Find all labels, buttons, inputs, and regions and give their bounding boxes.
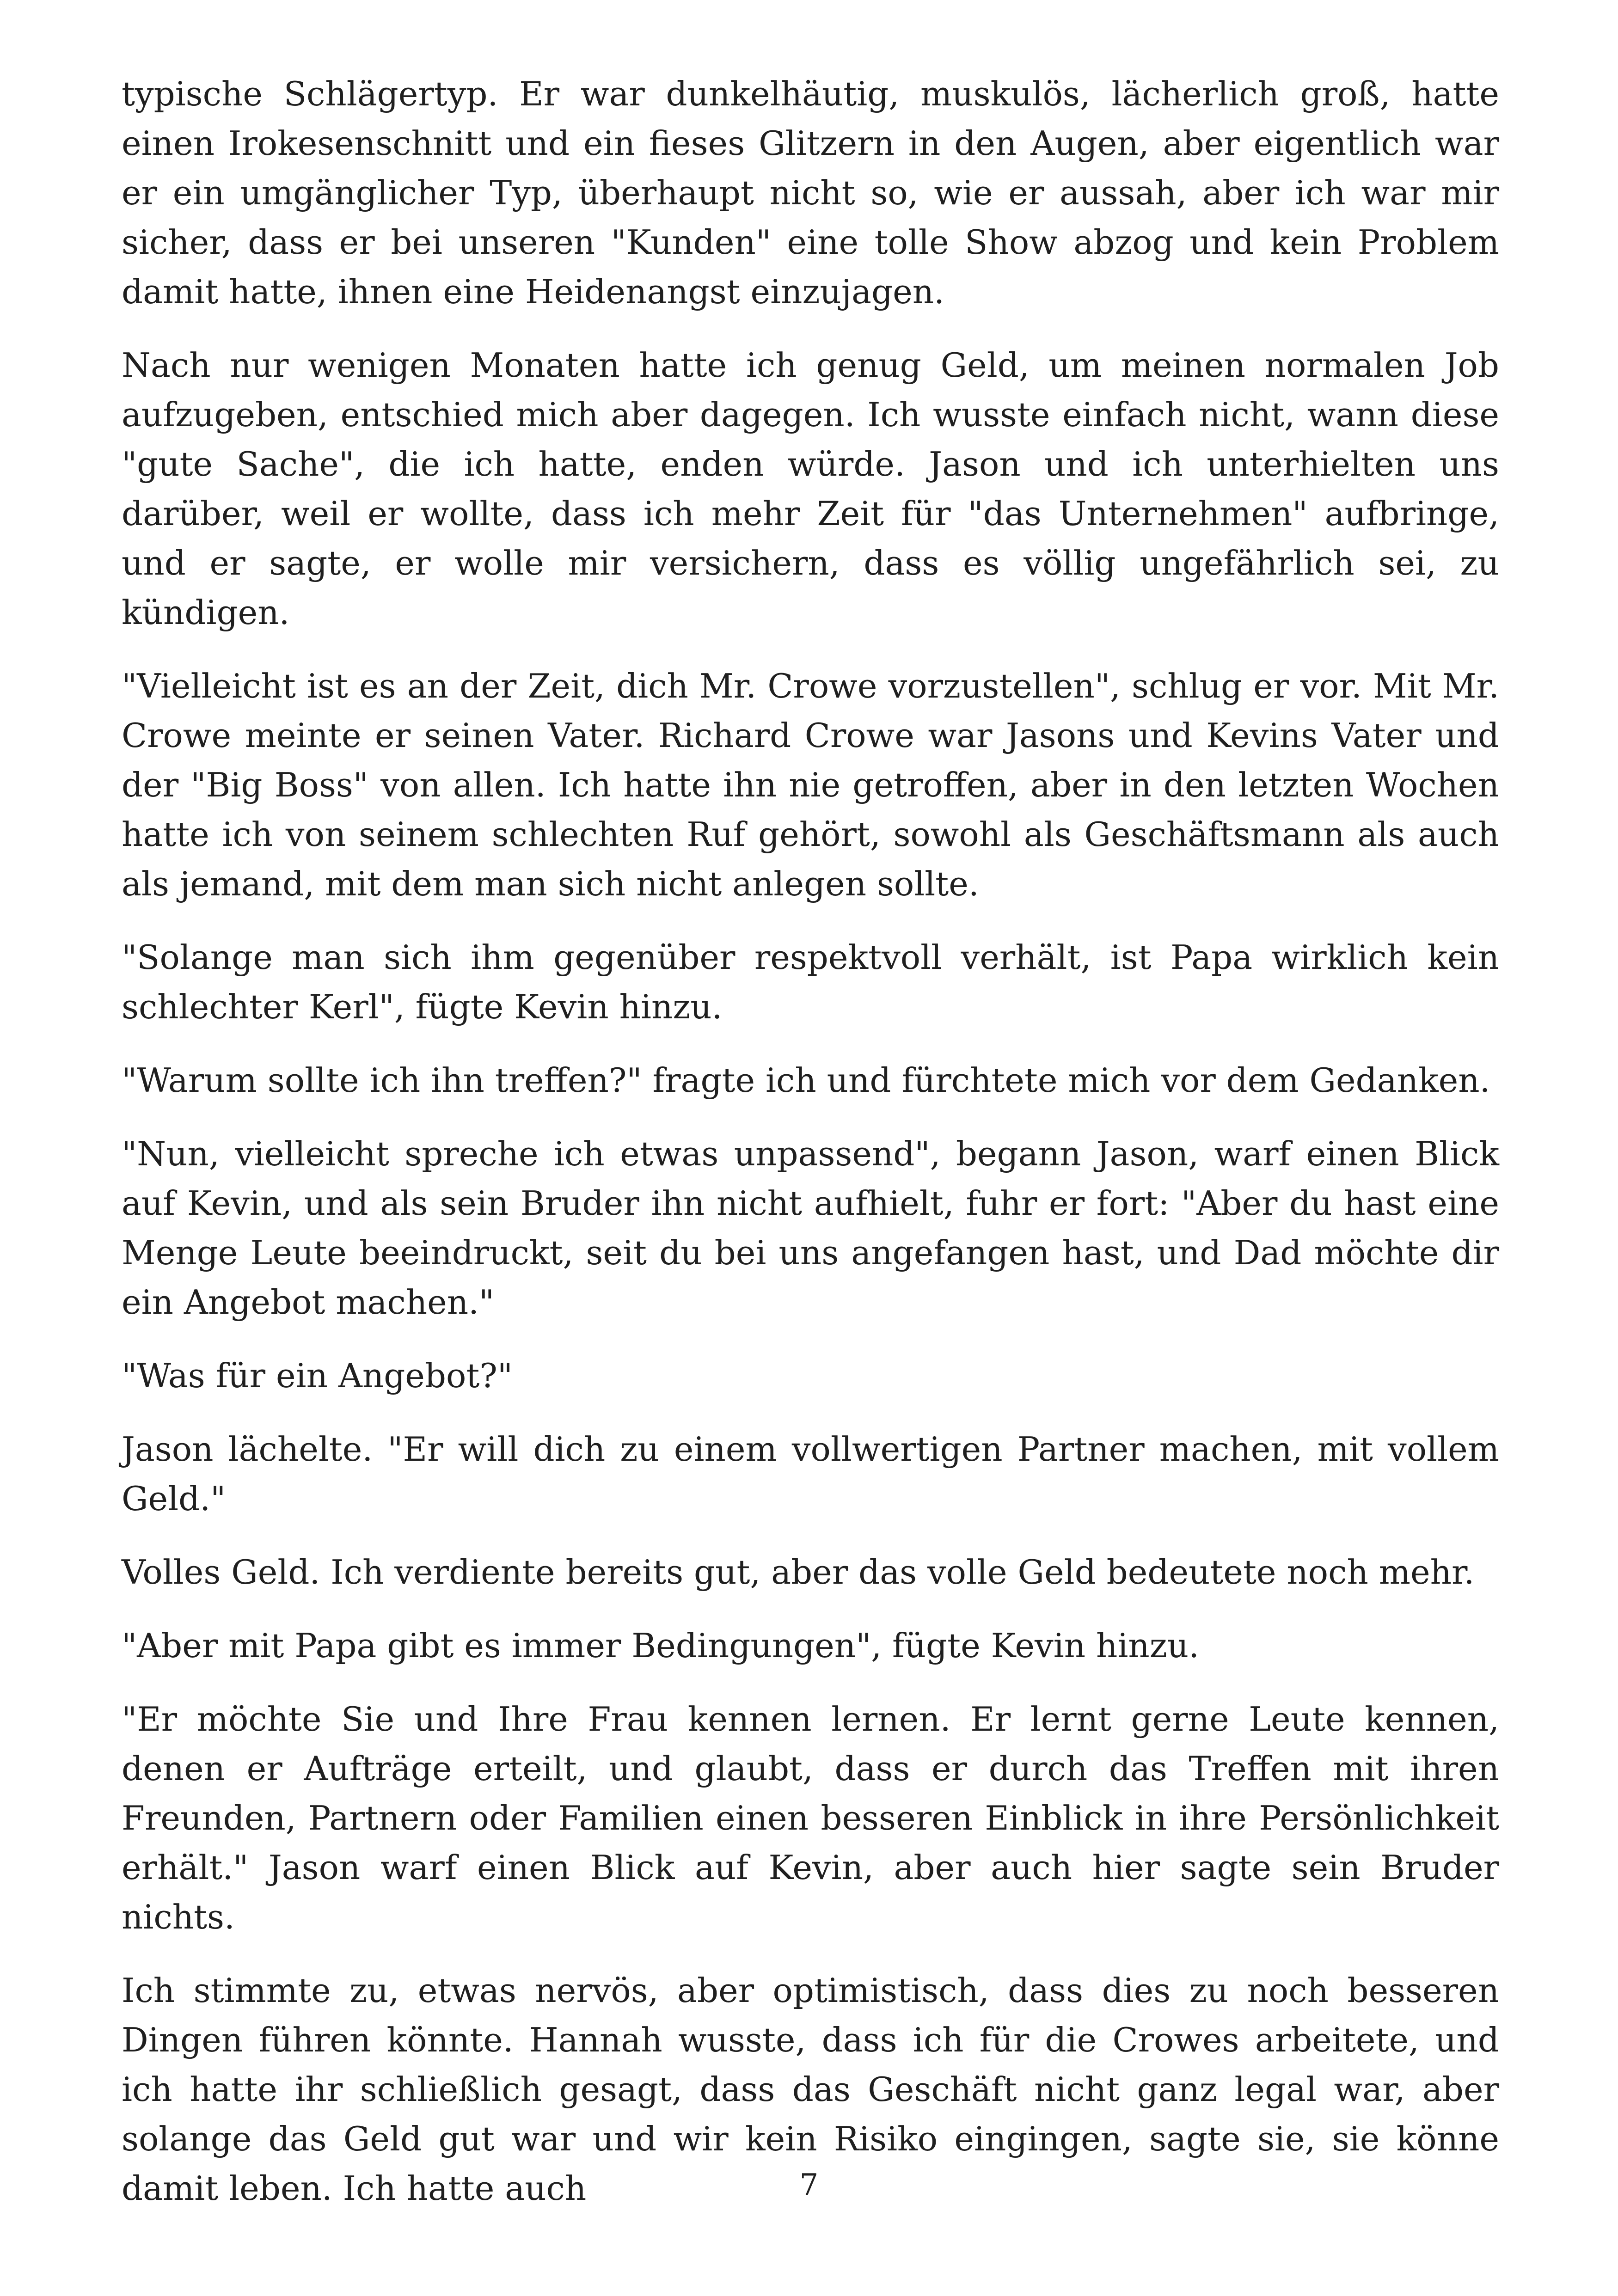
page-number: 7 [799,2168,819,2202]
paragraph: Volles Geld. Ich verdiente bereits gut, aber das volle Geld bedeutete noch mehr. [122,1553,1475,1592]
paragraph: "Warum sollte ich ihn treffen?" fragte ich und fürchtete mich vor dem Gedanken. [122,1061,1490,1100]
paragraph: "Er möchte Sie und Ihre Frau kennen lernen. Er lernt gerne Leute kennen, denen er Aufträge erteilt, und glaubt, dass er durch das Treffen mit ihren Freunden, Partnern oder Familien einen besseren Einblick in ihre Persönlichkeit erhält." Jason warf einen Blick auf Kevin, aber auch hier sagte sein Bruder nichts. [122,1700,1499,1936]
paragraph: Ich stimmte zu, etwas nervös, aber optimistisch, dass dies zu noch besseren Dingen führen könnte. Hannah wusste, dass ich für die Crowes arbeitete, und ich hatte ihr schließlich gesagt, dass das Geschäft nicht ganz legal war, aber solange das Geld gut war und wir kein Risiko eingingen, sagte sie, sie könne damit leben. Ich hatte auch [122,1971,1499,2208]
paragraph: "Vielleicht ist es an der Zeit, dich Mr. Crowe vorzustellen", schlug er vor. Mit Mr. Crowe meinte er seinen Vater. Richard Crowe war Jasons und Kevins Vater und der "Big Boss" von allen. Ich hatte ihn nie getroffen, aber in den letzten Wochen hatte ich von seinem schlechten Ruf gehört, sowohl als Geschäftsmann als auch als jemand, mit dem man sich nicht anlegen sollte. [122,667,1499,903]
paragraph: Jason lächelte. "Er will dich zu einem vollwertigen Partner machen, mit vollem Geld." [122,1430,1499,1518]
paragraph: typische Schlägertyp. Er war dunkelhäutig, muskulös, lächerlich groß, hatte einen Irokesenschnitt und ein fieses Glitzern in den Augen, aber eigentlich war er ein umgänglicher Typ, überhaupt nicht so, wie er aussah, aber ich war mir sicher, dass er bei unseren "Kunden" eine tolle Show abzog und kein Problem damit hatte, ihnen eine Heidenangst einzujagen. [122,74,1499,311]
paragraph: "Nun, vielleicht spreche ich etwas unpassend", begann Jason, warf einen Blick auf Kevin, und als sein Bruder ihn nicht aufhielt, fuhr er fort: "Aber du hast eine Menge Leute beeindruckt, seit du bei uns angefangen hast, und Dad möchte dir ein Angebot machen." [122,1134,1499,1322]
paragraph: "Was für ein Angebot?" [122,1356,513,1395]
page-body [122,69,1499,2237]
paragraph: Nach nur wenigen Monaten hatte ich genug Geld, um meinen normalen Job aufzugeben, entschied mich aber dagegen. Ich wusste einfach nicht, wann diese "gute Sache", die ich hatte, enden würde. Jason und ich unterhielten uns darüber, weil er wollte, dass ich mehr Zeit für "das Unternehmen" aufbringe, und er sagte, er wolle mir versichern, dass es völlig ungefährlich sei, zu kündigen. [122,346,1499,632]
paragraph: "Aber mit Papa gibt es immer Bedingungen", fügte Kevin hinzu. [122,1626,1199,1665]
paragraph: "Solange man sich ihm gegenüber respektvoll verhält, ist Papa wirklich kein schlechter Kerl", fügte Kevin hinzu. [122,938,1499,1026]
